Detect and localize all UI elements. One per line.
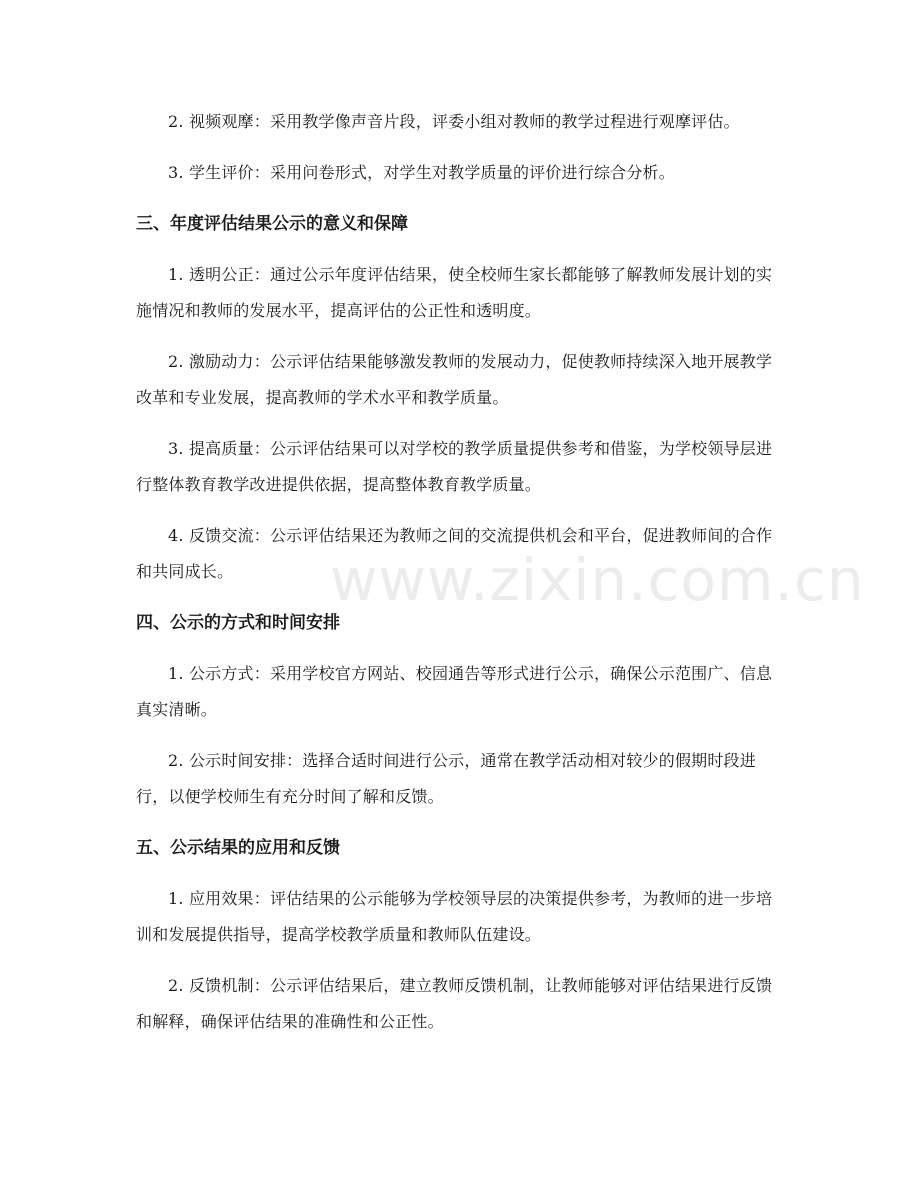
section-heading-3: 三、年度评估结果公示的意义和保障 bbox=[136, 214, 408, 234]
paragraph-publication-schedule: 2. 公示时间安排：选择合适时间进行公示，通常在教学活动相对较少的假期时段进行，以便学校师生有充分时间了解和反馈。 bbox=[136, 751, 756, 806]
paragraph-application-effect: 1. 应用效果：评估结果的公示能够为学校领导层的决策提供参考，为教师的进一步培训和发展提供指导，提高学校教学质量和教师队伍建设。 bbox=[136, 889, 773, 944]
document-body bbox=[136, 104, 786, 1055]
section-heading-5: 五、公示结果的应用和反馈 bbox=[136, 838, 340, 858]
paragraph-motivation: 2. 激励动力：公示评估结果能够激发教师的发展动力，促使教师持续深入地开展教学改革和专业发展，提高教师的学术水平和教学质量。 bbox=[136, 352, 773, 407]
paragraph-publication-method: 1. 公示方式：采用学校官方网站、校园通告等形式进行公示，确保公示范围广、信息真实清晰。 bbox=[136, 664, 773, 719]
watermark: www.zixin.com.cn bbox=[330, 546, 865, 614]
section-heading-4: 四、公示的方式和时间安排 bbox=[136, 613, 340, 633]
paragraph-transparency: 1. 透明公正：通过公示年度评估结果，使全校师生家长都能够了解教师发展计划的实施情况和教师的发展水平，提高评估的公正性和透明度。 bbox=[136, 265, 773, 320]
paragraph-student-evaluation: 3. 学生评价：采用问卷形式，对学生对教学质量的评价进行综合分析。 bbox=[168, 163, 675, 182]
paragraph-video-observation: 2. 视频观摩：采用教学像声音片段，评委小组对教师的教学过程进行观摩评估。 bbox=[168, 112, 740, 131]
paragraph-feedback-mechanism: 2. 反馈机制：公示评估结果后，建立教师反馈机制，让教师能够对评估结果进行反馈和解释，确保评估结果的准确性和公正性。 bbox=[136, 976, 773, 1031]
paragraph-feedback-exchange: 4. 反馈交流：公示评估结果还为教师之间的交流提供机会和平台，促进教师间的合作和共同成长。 bbox=[136, 526, 773, 581]
paragraph-quality: 3. 提高质量：公示评估结果可以对学校的教学质量提供参考和借鉴，为学校领导层进行整体教育教学改进提供依据，提高整体教育教学质量。 bbox=[136, 439, 773, 494]
